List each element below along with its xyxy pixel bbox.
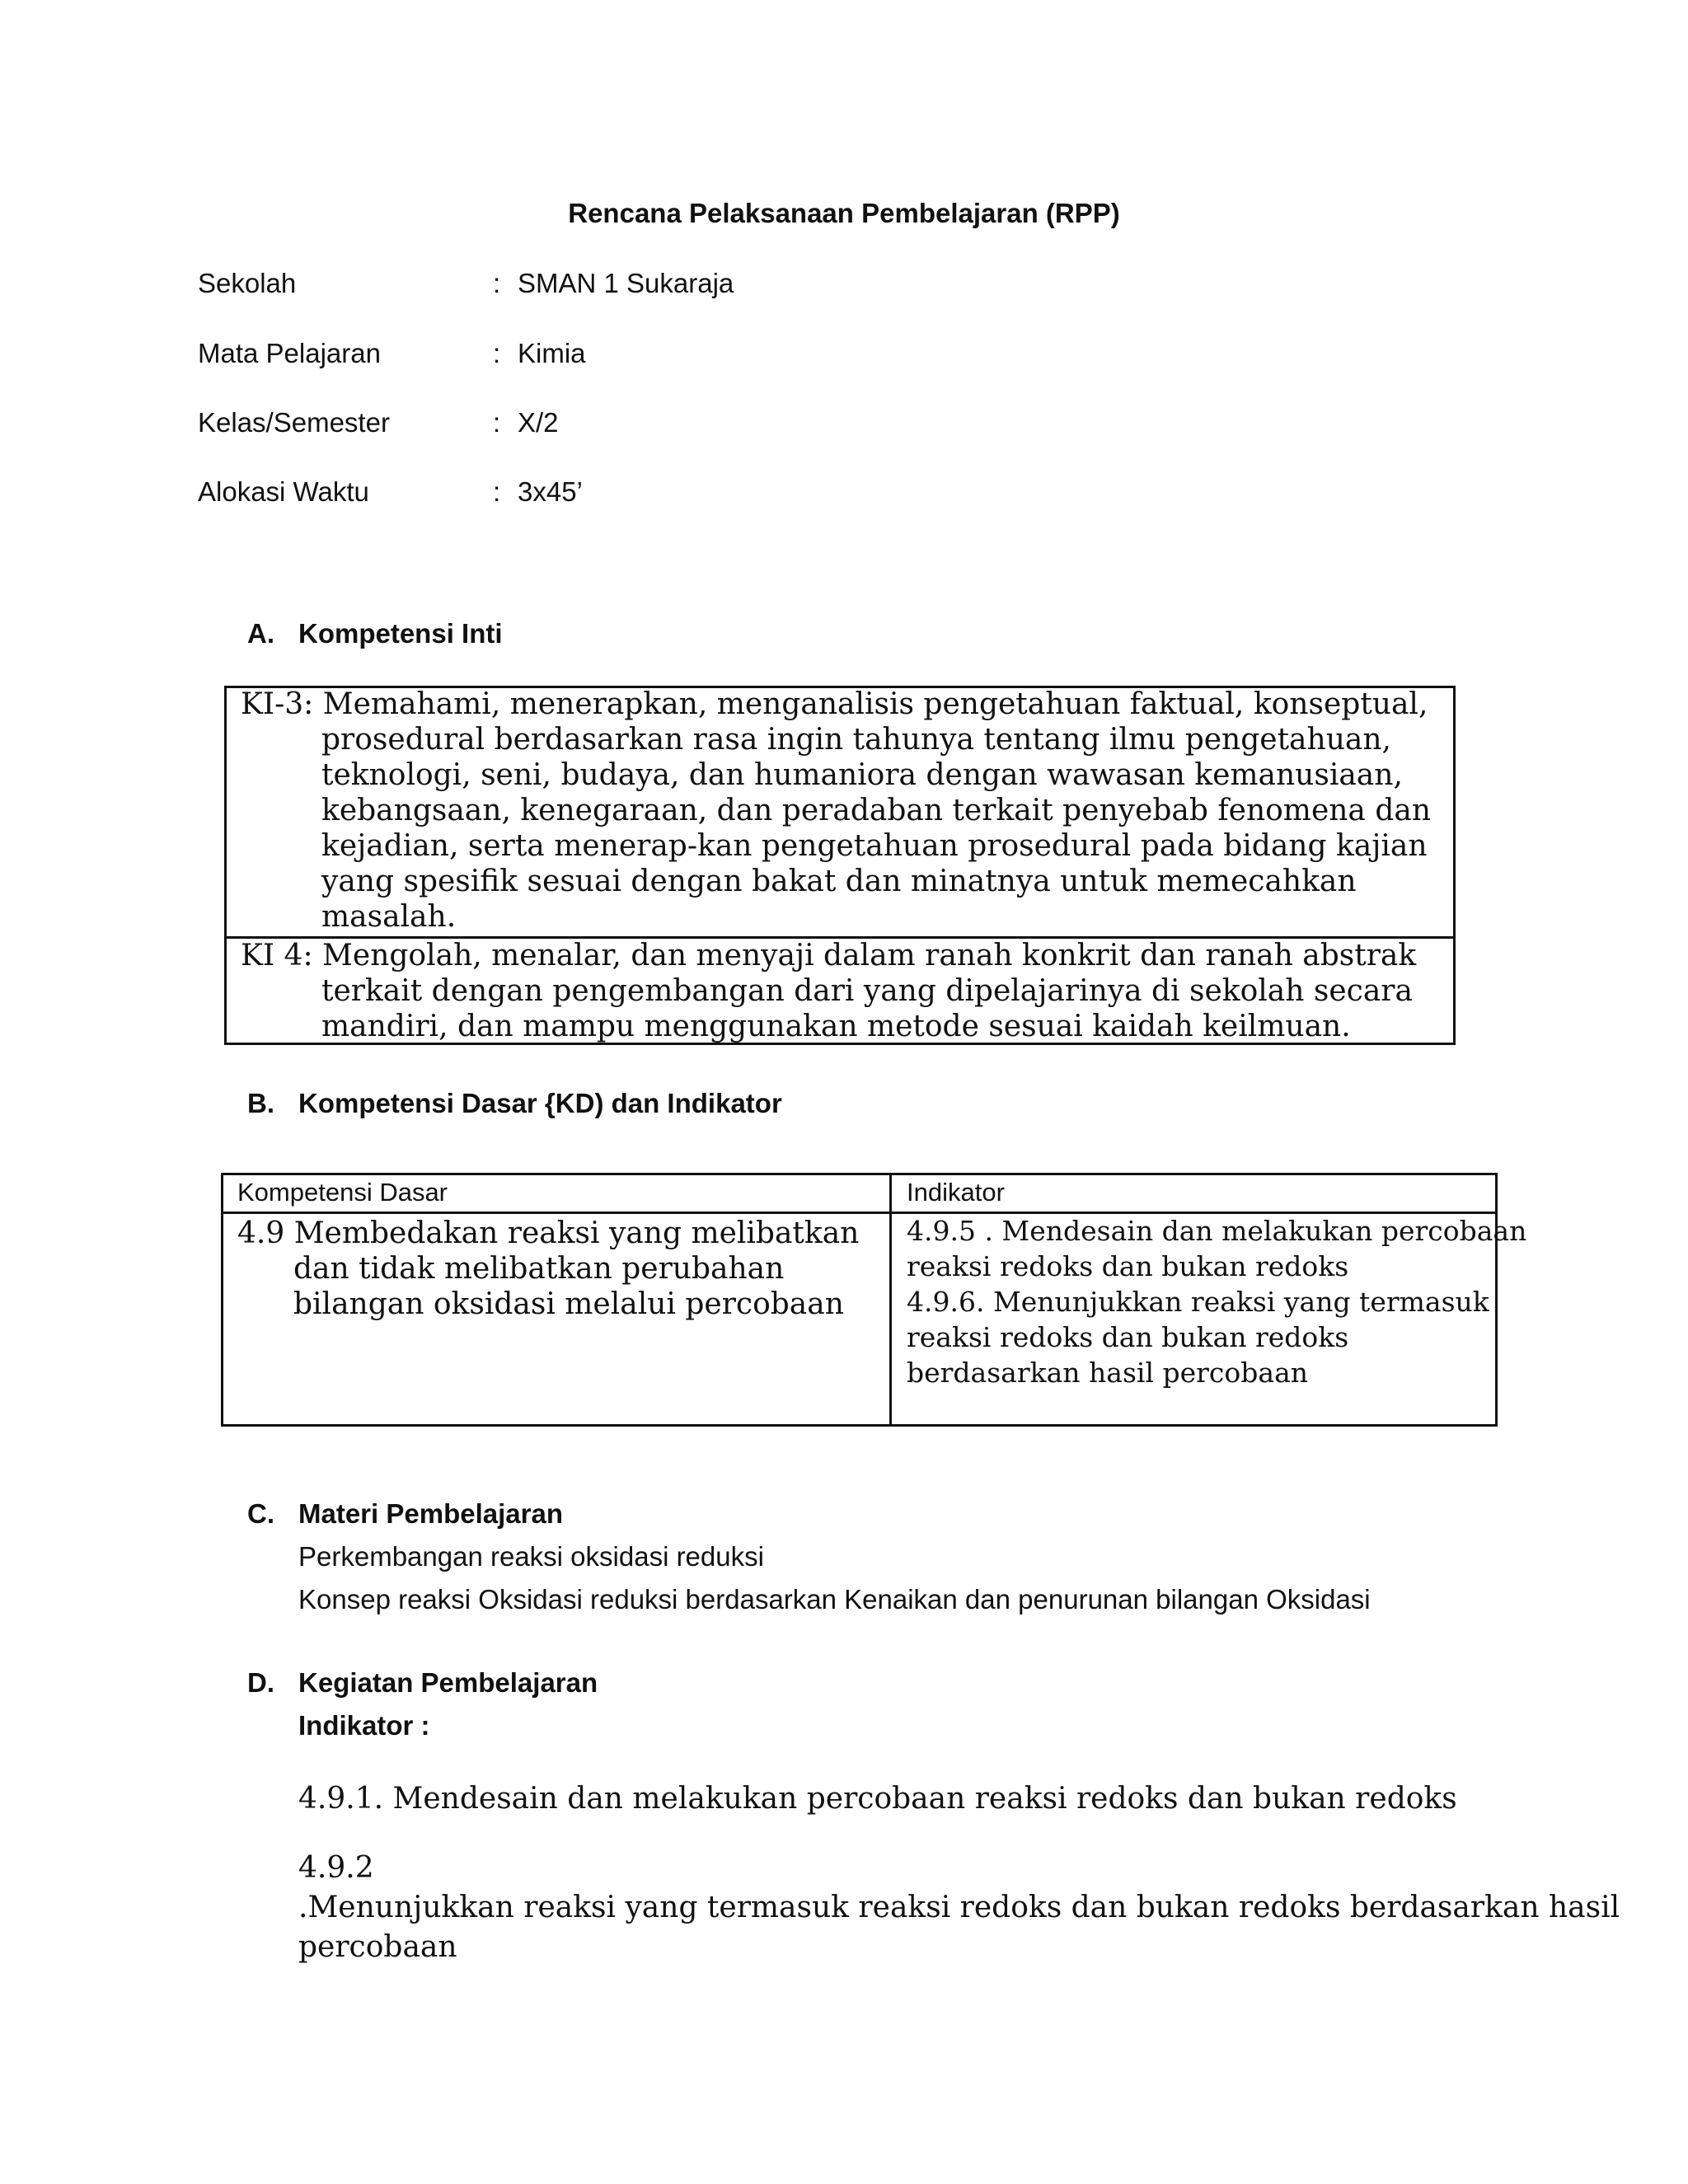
indikator-item-2-number: 4.9.2 (298, 1851, 374, 1885)
meta-label-alokasi-waktu: Alokasi Waktu (198, 476, 369, 507)
meta-value-sekolah: SMAN 1 Sukaraja (518, 268, 734, 298)
meta-colon: : (493, 338, 501, 368)
kd-line: bilangan oksidasi melalui percobaan (293, 1287, 844, 1321)
materi-line: Konsep reaksi Oksidasi reduksi berdasarkan Kenaikan dan penurunan bilangan Oksidasi (298, 1584, 1371, 1615)
indikator-item-2-line: percobaan (298, 1930, 457, 1964)
meta-label-mata-pelajaran: Mata Pelajaran (198, 338, 381, 368)
ki3-line: kejadian, serta menerap-kan pengetahuan prosedural pada bidang kajian (321, 829, 1428, 863)
ki4-line: terkait dengan pengembangan dari yang dipelajarinya di sekolah secara (321, 974, 1413, 1008)
meta-value-alokasi-waktu: 3x45’ (518, 476, 583, 507)
section-a-letter: A. (247, 618, 274, 649)
section-d-letter: D. (247, 1667, 274, 1698)
section-d-title: Kegiatan Pembelajaran (298, 1667, 598, 1698)
section-d-subtitle: Indikator : (298, 1710, 430, 1741)
ki3-line: yang spesifik sesuai dengan bakat dan minatnya untuk memecahkan (321, 865, 1357, 898)
indikator-line: 4.9.6. Menunjukkan reaksi yang termasuk (907, 1286, 1489, 1318)
meta-colon: : (493, 476, 501, 507)
meta-colon: : (493, 268, 501, 298)
indikator-col-header: Indikator (907, 1178, 1005, 1207)
meta-label-sekolah: Sekolah (198, 268, 297, 298)
ki3-line: masalah. (321, 900, 457, 934)
meta-value-kelas-semester: X/2 (518, 407, 559, 438)
kd-line: 4.9 Membedakan reaksi yang melibatkan (237, 1216, 860, 1250)
kd-col-header: Kompetensi Dasar (237, 1178, 448, 1207)
ki3-line: prosedural berdasarkan rasa ingin tahunya tentang ilmu pengetahuan, (321, 723, 1391, 757)
meta-value-mata-pelajaran: Kimia (518, 338, 586, 368)
ki3-line: kebangsaan, kenegaraan, dan peradaban terkait penyebab fenomena dan (321, 794, 1432, 827)
ki3-line: teknologi, seni, budaya, dan humaniora dengan wawasan kemanusiaan, (321, 758, 1403, 792)
section-c-letter: C. (247, 1498, 274, 1529)
section-b-letter: B. (247, 1088, 274, 1118)
section-b-title: Kompetensi Dasar {KD) dan Indikator (298, 1088, 782, 1118)
kd-table-header-divider (221, 1212, 1498, 1214)
meta-label-kelas-semester: Kelas/Semester (198, 407, 390, 438)
document-title: Rencana Pelaksanaan Pembelajaran (RPP) (568, 198, 1120, 228)
section-c-title: Materi Pembelajaran (298, 1498, 563, 1529)
indikator-line: 4.9.5 . Mendesain dan melakukan percobaan (907, 1215, 1527, 1247)
section-a-title: Kompetensi Inti (298, 618, 503, 649)
indikator-item-1: 4.9.1. Mendesain dan melakukan percobaan reaksi redoks dan bukan redoks (298, 1782, 1457, 1816)
ki4-line: mandiri, dan mampu menggunakan metode sesuai kaidah keilmuan. (321, 1010, 1351, 1043)
meta-colon: : (493, 407, 501, 438)
materi-line: Perkembangan reaksi oksidasi reduksi (298, 1541, 764, 1572)
ki3-line: KI-3: Memahami, menerapkan, menganalisis pengetahuan faktual, konseptual, (241, 687, 1428, 721)
indikator-line: berdasarkan hasil percobaan (907, 1357, 1308, 1389)
indikator-line: reaksi redoks dan bukan redoks (907, 1250, 1349, 1282)
indikator-item-2-line: .Menunjukkan reaksi yang termasuk reaksi redoks dan bukan redoks berdasarkan hasil (298, 1891, 1620, 1924)
indikator-line: reaksi redoks dan bukan redoks (907, 1321, 1349, 1353)
kd-table-column-divider (889, 1173, 892, 1427)
kd-line: dan tidak melibatkan perubahan (293, 1252, 785, 1286)
ki4-line: KI 4: Mengolah, menalar, dan menyaji dalam ranah konkrit dan ranah abstrak (241, 939, 1417, 972)
